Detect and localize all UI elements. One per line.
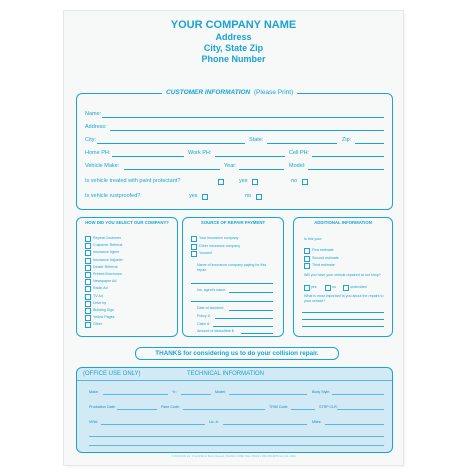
- payment-option-checkbox[interactable]: [191, 236, 197, 242]
- paint-yes-checkbox[interactable]: [252, 179, 258, 185]
- name-field[interactable]: [102, 117, 384, 118]
- repair-yes-checkbox[interactable]: [304, 285, 310, 291]
- vin-label: VIN#:: [89, 420, 98, 424]
- deductible-field[interactable]: [241, 333, 273, 334]
- home-phone-label: Home PH:: [85, 150, 111, 156]
- how-selected-option-label: Dealer Referral: [93, 264, 118, 269]
- how-selected-option-checkbox[interactable]: [85, 279, 91, 285]
- repair-undecided-checkbox[interactable]: [343, 285, 349, 291]
- how-selected-option-label: Drive by: [93, 300, 107, 305]
- how-selected-option-checkbox[interactable]: [85, 265, 91, 271]
- stp-clr-label: STRP CLR:: [319, 405, 338, 409]
- how-selected-option-label: Other: [93, 322, 102, 327]
- policy-field[interactable]: [215, 318, 273, 319]
- paint-blank-checkbox[interactable]: [218, 179, 224, 185]
- company-phone: Phone Number: [201, 54, 266, 64]
- tech-yr-field[interactable]: [181, 394, 211, 395]
- company-address: Address: [215, 32, 252, 42]
- state-field[interactable]: [267, 143, 337, 144]
- how-selected-option-checkbox[interactable]: [85, 272, 91, 278]
- rust-yes-checkbox[interactable]: [202, 194, 208, 200]
- stp-clr-field[interactable]: [337, 409, 384, 410]
- paint-code-label: Paint Code:: [161, 405, 180, 409]
- repair-shop-question: Will you have your vehicle repaired at our shop?: [304, 273, 381, 277]
- tech-model-label: Model:: [215, 390, 226, 394]
- work-phone-label: Work PH:: [188, 150, 212, 156]
- how-selected-option-checkbox[interactable]: [85, 294, 91, 300]
- how-selected-option-checkbox[interactable]: [85, 243, 91, 249]
- additional-info-title: ADDITIONAL INFORMATION: [314, 220, 372, 225]
- how-selected-option-label: Building Sign: [93, 308, 114, 312]
- fine-print: © 2016 RCK Inc., Print R334 & Body Cleaned, 5/1/2021 CORE TELL PRICE 1-800-456-9876 Item No. 1060: [171, 455, 296, 458]
- payment-option-label: Your insurance company: [199, 236, 239, 240]
- model-label: Model:: [289, 163, 306, 169]
- tech-notes-line-2[interactable]: [89, 445, 384, 446]
- year-field[interactable]: [239, 169, 284, 170]
- paint-question: Is vehicle treated with paint protectant?: [85, 178, 181, 184]
- name-label: Name:: [85, 111, 102, 117]
- estimate-option-checkbox[interactable]: [304, 263, 310, 269]
- thanks-banner: THANKS for considering us to do your collision repair.: [135, 347, 339, 360]
- company-name: YOUR COMPANY NAME: [170, 19, 297, 31]
- payment-option-label: Other insurance company: [199, 243, 241, 248]
- how-selected-option-label: Insurance Agent: [93, 250, 119, 255]
- paint-yes-label: yes: [239, 178, 248, 184]
- how-selected-option-label: Radio Ad: [93, 286, 108, 291]
- cell-phone-field[interactable]: [312, 156, 384, 157]
- accident-date-field[interactable]: [229, 310, 273, 311]
- production-date-label: Production Date:: [89, 405, 116, 409]
- how-selected-option-label: Repeat Customer: [93, 236, 122, 240]
- work-phone-field[interactable]: [215, 156, 285, 157]
- home-phone-field[interactable]: [112, 156, 184, 157]
- estimate-option-label: First estimate: [312, 248, 334, 252]
- estimate-option-label: Second estimate: [312, 255, 339, 260]
- payment-title: SOURCE OF REPAIR PAYMENT: [200, 220, 266, 225]
- tech-make-label: Make:: [89, 390, 99, 394]
- estimate-option-label: Third estimate: [312, 263, 335, 267]
- paint-code-field[interactable]: [183, 409, 265, 410]
- address-label: Address:: [85, 124, 107, 130]
- cell-phone-label: Cell PH:: [289, 150, 310, 156]
- tech-model-field[interactable]: [229, 394, 307, 395]
- how-selected-option-label: Insurance Adjuster: [93, 257, 123, 262]
- vehicle-make-label: Vehicle Make:: [85, 163, 120, 169]
- customer-info-title: CUSTOMER INFORMATION (Please Print): [162, 89, 297, 96]
- agent-field-2[interactable]: [191, 301, 273, 302]
- rust-no-label: no: [245, 193, 252, 199]
- is-this-label: Is this your:: [304, 237, 323, 241]
- city-field[interactable]: [97, 143, 245, 144]
- payment-option-label: Yourself: [199, 251, 212, 255]
- tech-body-label: Body Style:: [312, 390, 331, 394]
- important-line-2[interactable]: [302, 319, 384, 320]
- tech-notes-line-1[interactable]: [89, 436, 384, 437]
- additional-info-section: [293, 217, 393, 337]
- license-field[interactable]: [223, 424, 307, 425]
- form-sheet: [64, 11, 403, 465]
- how-selected-option-label: Yellow Pages: [93, 315, 115, 320]
- estimate-option-checkbox[interactable]: [304, 256, 310, 262]
- how-selected-option-checkbox[interactable]: [85, 250, 91, 256]
- how-selected-option-label: TV Ad: [93, 293, 103, 298]
- state-label: State:: [249, 137, 264, 143]
- repair-yes-label: yes: [311, 285, 317, 289]
- deductible-label: Amount of deductible $: [197, 329, 234, 333]
- zip-field[interactable]: [355, 143, 384, 144]
- how-selected-option-checkbox[interactable]: [85, 236, 91, 242]
- tech-yr-label: Yr.:: [172, 390, 178, 394]
- insurance-company-field[interactable]: [191, 283, 273, 284]
- claim-field[interactable]: [213, 326, 273, 327]
- important-question: What is most important to you about the repairs to your vehicle?: [304, 294, 384, 303]
- paint-no-checkbox[interactable]: [302, 179, 308, 185]
- repair-no-checkbox[interactable]: [325, 285, 331, 291]
- repair-undecided-label: undecided: [350, 285, 367, 289]
- customer-info-section: [76, 89, 393, 210]
- agent-label: Ins. agent's name:: [197, 288, 227, 292]
- miles-label: Miles:: [312, 420, 322, 424]
- payment-section: [182, 217, 284, 337]
- rust-yes-label: yes: [189, 193, 198, 199]
- how-selected-option-label: Printed Brochures: [93, 272, 122, 276]
- claim-label: Claim #:: [197, 322, 211, 326]
- trim-code-field[interactable]: [291, 409, 315, 410]
- policy-label: Policy #:: [197, 314, 211, 318]
- zip-label: Zip:: [342, 137, 352, 143]
- how-selected-section: [76, 217, 178, 337]
- how-selected-option-checkbox[interactable]: [85, 322, 91, 328]
- how-selected-option-checkbox[interactable]: [85, 301, 91, 307]
- address-field[interactable]: [110, 130, 384, 131]
- tech-make-field[interactable]: [103, 394, 168, 395]
- vehicle-make-field[interactable]: [124, 169, 220, 170]
- important-line-3[interactable]: [302, 326, 384, 327]
- year-label: Year:: [224, 163, 237, 169]
- production-date-field[interactable]: [117, 409, 157, 410]
- license-label: Lic. #:: [209, 420, 219, 424]
- how-selected-option-checkbox[interactable]: [85, 258, 91, 264]
- vin-field[interactable]: [101, 424, 205, 425]
- how-selected-option-checkbox[interactable]: [85, 315, 91, 321]
- city-label: City:: [85, 137, 96, 143]
- trim-code-label: TRIM Code:: [269, 405, 289, 409]
- tech-body-field[interactable]: [332, 394, 384, 395]
- repair-no-label: no: [332, 285, 336, 289]
- rust-no-checkbox[interactable]: [256, 194, 262, 200]
- how-selected-title: HOW DID YOU SELECT OUR COMPANY?: [85, 220, 169, 225]
- office-divider: [77, 380, 392, 381]
- insurance-company-label: Name of insurance company paying for this repair.: [197, 263, 267, 272]
- how-selected-option-label: Customer Referral: [93, 243, 123, 248]
- rust-question: Is vehicle rustproofed?: [85, 193, 141, 199]
- accident-date-label: Date of accident:: [197, 306, 224, 310]
- paint-no-label: no: [291, 178, 298, 184]
- agent-field[interactable]: [229, 292, 273, 293]
- how-selected-option-label: Newspaper Ad: [93, 279, 117, 284]
- office-use-label: (OFFICE USE ONLY): [83, 371, 141, 377]
- payment-option-checkbox[interactable]: [191, 251, 197, 257]
- company-city: City, State Zip: [203, 43, 264, 53]
- technical-info-title: TECHNICAL INFORMATION: [187, 371, 265, 377]
- miles-field[interactable]: [325, 424, 384, 425]
- payment-option-checkbox[interactable]: [191, 244, 197, 250]
- model-field[interactable]: [308, 169, 384, 170]
- estimate-option-checkbox[interactable]: [304, 248, 310, 254]
- how-selected-option-checkbox[interactable]: [85, 308, 91, 314]
- important-line-1[interactable]: [302, 312, 384, 313]
- technical-info-section: [76, 367, 393, 453]
- how-selected-option-checkbox[interactable]: [85, 286, 91, 292]
